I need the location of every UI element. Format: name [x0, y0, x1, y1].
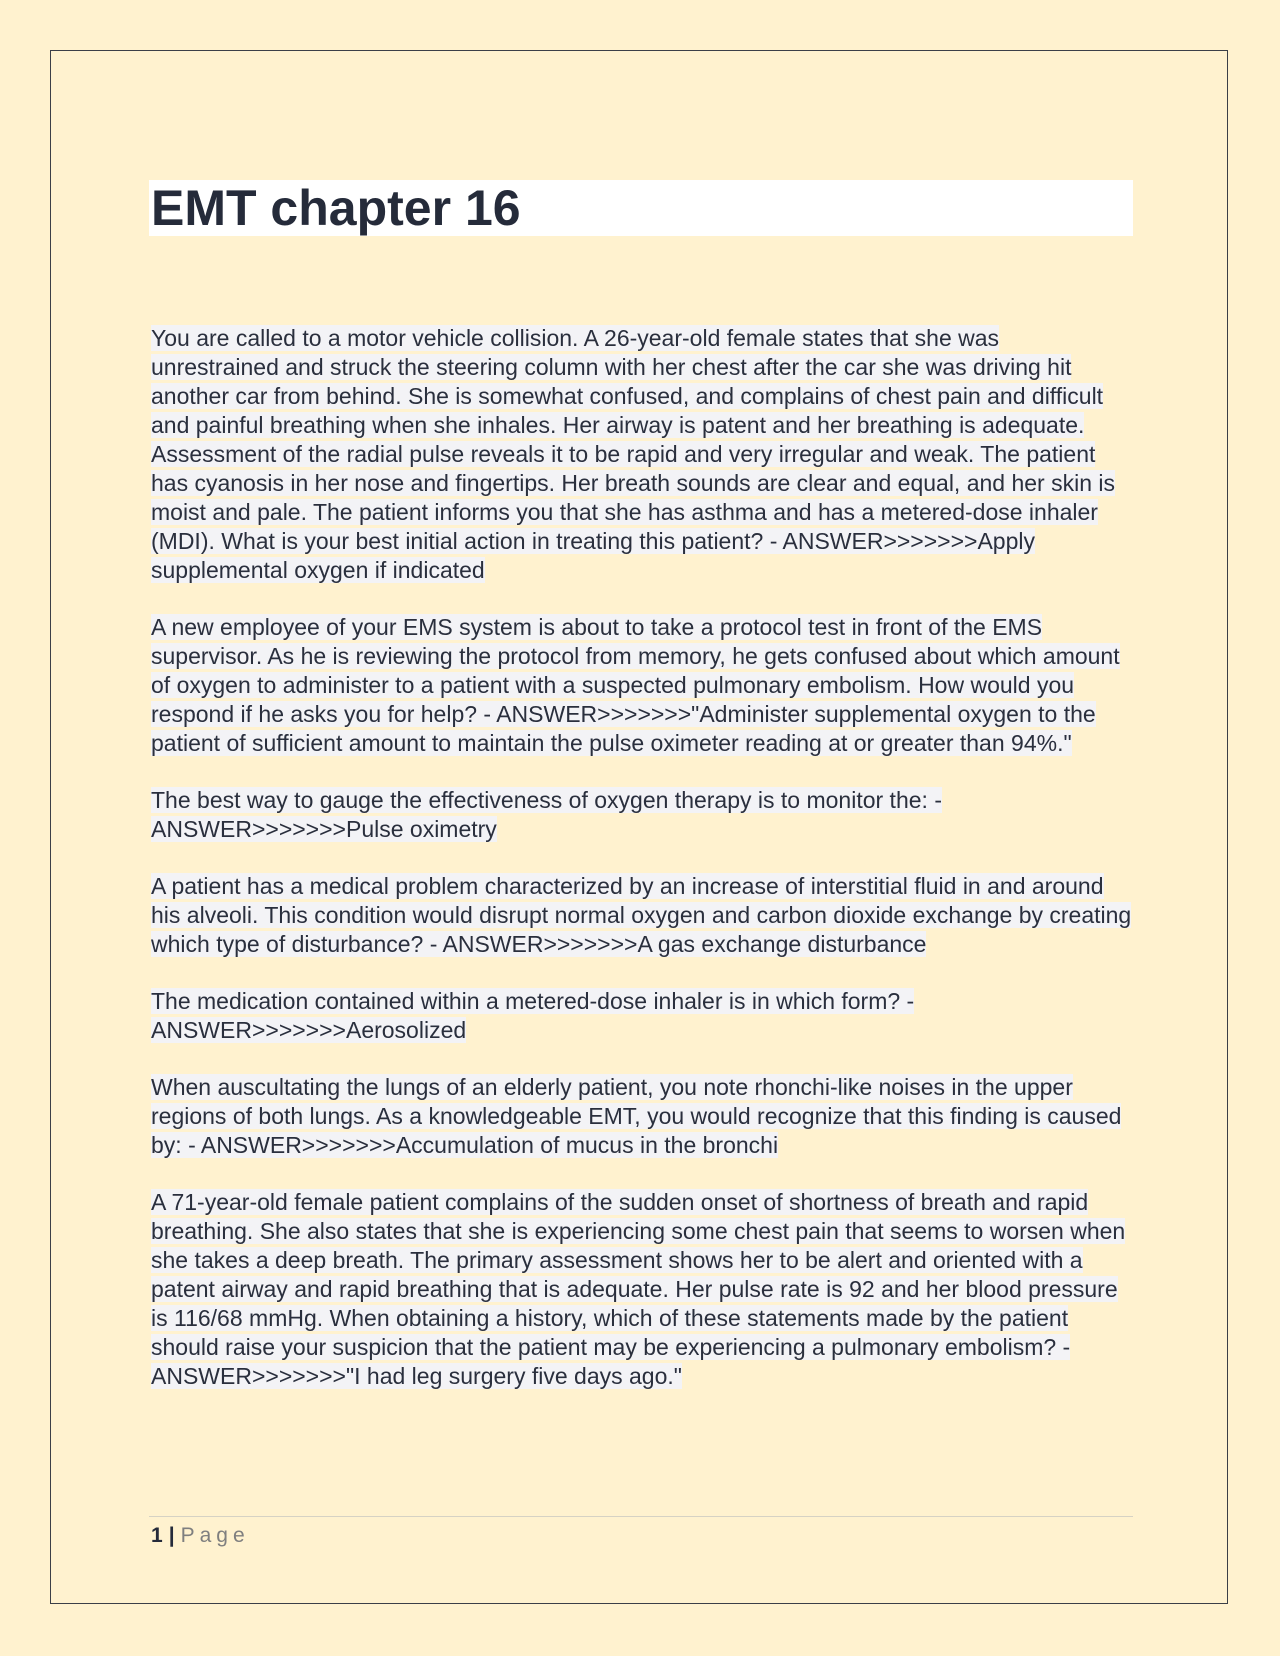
page-number: 1 [151, 1524, 163, 1547]
qa-item [149, 786, 1133, 844]
document-title: EMT chapter 16 [151, 180, 521, 236]
page-footer [151, 1522, 250, 1550]
qa-item [149, 1188, 1133, 1391]
qa-list [149, 324, 1133, 1391]
title-bar [149, 180, 1133, 236]
qa-item [149, 987, 1133, 1045]
qa-text: A patient has a medical problem characterized by an increase of interstitial fluid in and around his alveoli. This condition would disrupt normal oxygen and carbon dioxide exchange by creating which type of disturbance? - ANSWER>>>>>>>A gas exchange disturbance [151, 873, 1132, 957]
qa-item [149, 1073, 1133, 1160]
qa-item [149, 324, 1133, 585]
qa-item [149, 872, 1133, 959]
qa-text: The best way to gauge the effectiveness of oxygen therapy is to monitor the: - ANSWER>>>>>>>Pulse oximetry [151, 787, 942, 842]
qa-text: The medication contained within a metered-dose inhaler is in which form? - ANSWER>>>>>>>Aerosolized [151, 988, 915, 1043]
footer-divider [149, 1516, 1133, 1517]
page-label: Page [180, 1524, 250, 1547]
qa-text: When auscultating the lungs of an elderly patient, you note rhonchi-like noises in the upper regions of both lungs. As a knowledgeable EMT, you would recognize that this finding is caused by: - ANSWER>>>>>>>Accumulation of mucus in the bronchi [151, 1074, 1122, 1158]
footer-separator: | [168, 1524, 175, 1547]
qa-text: You are called to a motor vehicle collision. A 26-year-old female states that she was unrestrained and struck the steering column with her chest after the car she was driving hit another car from behind. She is somewhat confused, and complains of chest pain and difficult and painful breathing when she inhales. Her airway is patent and her breathing is adequate. Assessment of the radial pulse reveals it to be rapid and very irregular and weak. The patient has cyanosis in her nose and fingertips. Her breath sounds are clear and equal, and her skin is moist and pale. The patient informs you that she has asthma and has a metered-dose inhaler (MDI). What is your best initial action in treating this patient? - ANSWER>>>>>>>Apply supplemental oxygen if indicated [151, 325, 1116, 583]
qa-item [149, 613, 1133, 758]
qa-text: A 71-year-old female patient complains of the sudden onset of shortness of breath and rapid breathing. She also states that she is experiencing some chest pain that seems to worsen when she takes a deep breath. The primary assessment shows her to be alert and oriented with a patent airway and rapid breathing that is adequate. Her pulse rate is 92 and her blood pressure is 116/68 mmHg. When obtaining a history, which of these statements made by the patient should raise your suspicion that the patient may be experiencing a pulmonary embolism? - ANSWER>>>>>>>"I had leg surgery five days ago." [151, 1189, 1126, 1389]
qa-text: A new employee of your EMS system is about to take a protocol test in front of the EMS supervisor. As he is reviewing the protocol from memory, he gets confused about which amount of oxygen to administer to a patient with a suspected pulmonary embolism. How would you respond if he asks you for help? - ANSWER>>>>>>>"Administer supplemental oxygen to the patient of sufficient amount to maintain the pulse oximeter reading at or greater than 94%." [151, 614, 1120, 756]
document-body [149, 180, 1133, 1419]
